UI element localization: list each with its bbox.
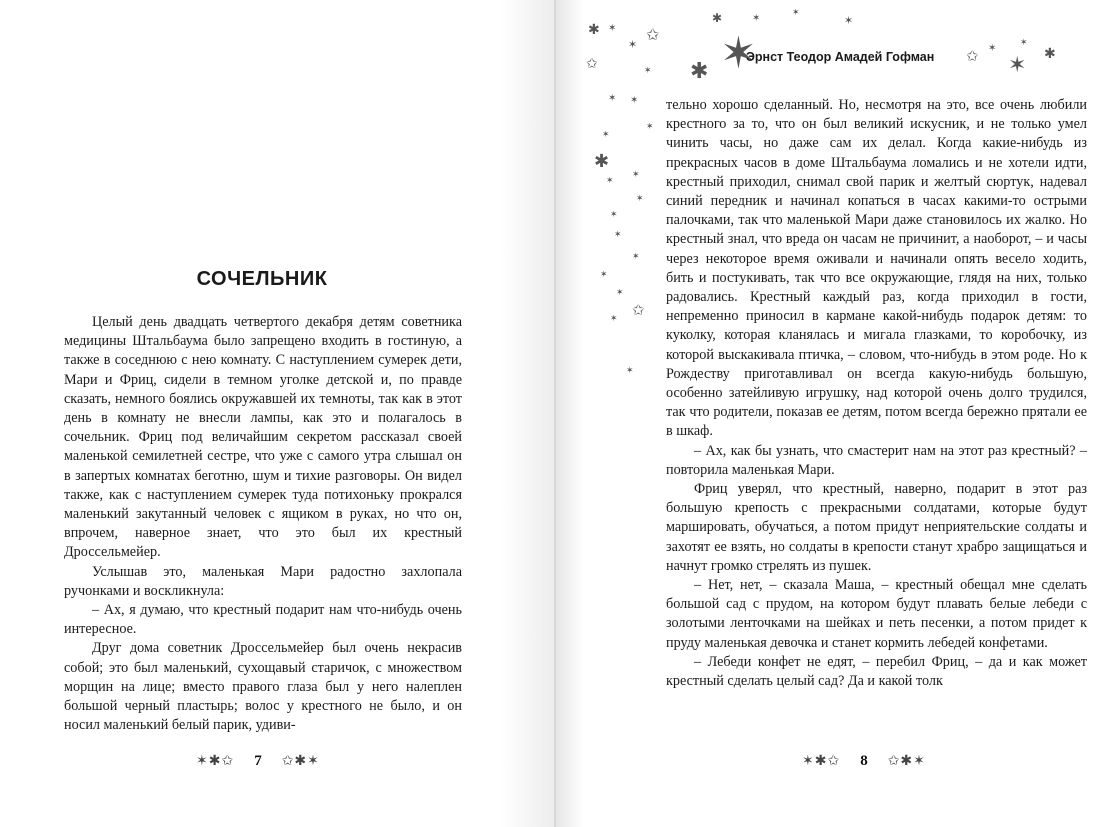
star-icon: ✶ [608,23,617,34]
large-star-icon: ✶ [1008,52,1027,77]
star-outline-icon: ✩ [646,27,660,44]
right-page-body [666,96,1087,691]
star-icon: ✶ [606,175,614,185]
paragraph: Фриц уверял, что крестный, наверно, подарит в этот раз большую крепость с прекрасными солдатами, которые будут маршировать, обучаться, а потом придут неприятельские солдаты и захотят ее взять, но солдаты в крепости станут храбро защищаться и начнут громко стрелять из пушек. [666,481,1087,574]
paragraph: Услышав это, маленькая Мари радостно захлопала ручонками и воскликнула: [64,563,462,599]
star-icon: ✶ [632,169,640,179]
right-page-footer [802,751,926,771]
footer-ornament-right: ✩✱✶ [281,753,320,769]
running-head-author: Эрнст Теодор Амадей Гофман [746,50,935,64]
star-icon: ✱ [1044,47,1056,62]
star-icon: ✱ [712,11,723,25]
star-icon: ✶ [636,193,644,203]
footer-ornament-left: ✶✱✩ [196,753,235,769]
star-icon: ✶ [988,43,997,54]
paragraph: – Нет, нет, – сказала Маша, – крестный обещал мне сделать большой сад с прудом, на котором будут плавать белые лебеди с золотыми ленточками на шейках и петь песенки, а потом придет к пруду маленькая девочка и станет кормить лебедей конфетами. [666,577,1087,651]
star-icon: ✶ [610,313,618,323]
star-icon: ✱ [690,58,709,83]
chapter-title: СОЧЕЛЬНИК [196,268,328,290]
star-outline-icon: ✩ [966,49,979,65]
star-icon: ✶ [1020,37,1028,47]
left-page-footer [196,751,320,771]
star-icon: ✶ [844,15,854,27]
star-icon: ✶ [626,365,634,375]
left-page-body [64,313,462,735]
paragraph: Друг дома советник Дроссельмейер был очень некрасив собой; это был маленький, сухощавый старичок, с множеством морщин на лице; вместо правого глаза был у него налеплен большой черный пластырь; волос у крестного не было, и он носил маленький белый парик, удиви- [64,640,462,734]
star-outline-icon: ✩ [632,303,645,319]
star-icon: ✶ [610,209,618,219]
star-icon: ✶ [632,251,640,261]
star-icon: ✶ [646,121,654,131]
star-icon: ✶ [600,269,608,279]
right-page [556,0,1112,827]
star-icon: ✶ [628,39,638,51]
star-icon: ✶ [614,229,622,239]
page-number: 8 [860,752,868,769]
page-number: 7 [254,752,262,769]
star-icon: ✶ [616,287,624,297]
star-outline-icon: ✩ [586,57,598,72]
paragraph: – Ах, я думаю, что крестный подарит нам что-нибудь очень интересное. [64,602,462,638]
large-star-icon: ✶ [720,29,757,78]
paragraph: – Ах, как бы узнать, что смастерит нам на этот раз крестный? – повторила маленькая Мари. [666,442,1087,478]
footer-ornament-right: ✩✱✶ [887,753,926,769]
star-icon: ✶ [792,7,800,17]
star-icon: ✶ [602,129,610,139]
star-icon: ✶ [608,93,617,104]
paragraph: – Лебеди конфет не едят, – перебил Фриц, – да и как может крестный сделать целый сад? Да и какой толк [666,653,1087,690]
footer-ornament-left: ✶✱✩ [802,753,841,769]
star-icon: ✶ [644,65,652,75]
star-icon: ✶ [630,95,639,106]
star-icon: ✱ [588,23,600,38]
star-icon: ✱ [594,151,610,171]
paragraph: Целый день двадцать четвертого декабря детям советника медицины Штальбаума было запрещено входить в гостиную, а также в соседнюю с нею комнату. С наступлением сумерек дети, Мари и Фриц, сидели в темном уголке детской и, по правде сказать, немного боялись окружавшей их темноты, так как в этот день в комнату не внесли лампы, как это и полагалось в сочельник. Фриц под величайшим секретом рассказал своей маленькой семилетней сестре, что уже с самого утра слышал он в запертых комнатах беготню, шум и тихие разговоры. Он видел также, как с наступлением сумерек туда потихоньку прокрался маленький закутанный человек с ящиком в руках, но что он, впрочем, наверное знает, что это был их крестный Дроссельмейер. [64,314,462,561]
paragraph-continuation: тельно хорошо сделанный. Но, несмотря на это, все очень любили крестного за то, что он был великий искусник, и не только умел чинить часы, но даже сам их делал. Когда какие-нибудь из прекрасных часов в доме Штальбаума ломались и не хотели идти, крестный приходил, снимал свой парик и желтый сюртук, надевал синий передник и начинал копаться в часах какими-то острыми палочками, так что маленькой Мари даже становилось их жалко. Но крестный знал, что вреда он часам не причинит, а наоборот, – и часы через некоторое время оживали и начинали опять весело ходить, бить и постукивать, так что все окружающие, глядя на них, только радовались. Крестный каждый раз, когда приходил в гости, непременно приносил в кармане какой-нибудь подарок детям: то куколку, которая кланялась и мигала глазками, то коробочку, из которой выскакивала птичка, – словом, что-нибудь в этом роде. Но к Рождеству приготавливал он всегда какую-нибудь большую, особенно затейливую игрушку, над которой очень долго трудился, так что родители, показав ее детям, потом всегда бережно прятали ее в шкаф. [666,97,1087,440]
star-icon: ✶ [752,13,761,24]
